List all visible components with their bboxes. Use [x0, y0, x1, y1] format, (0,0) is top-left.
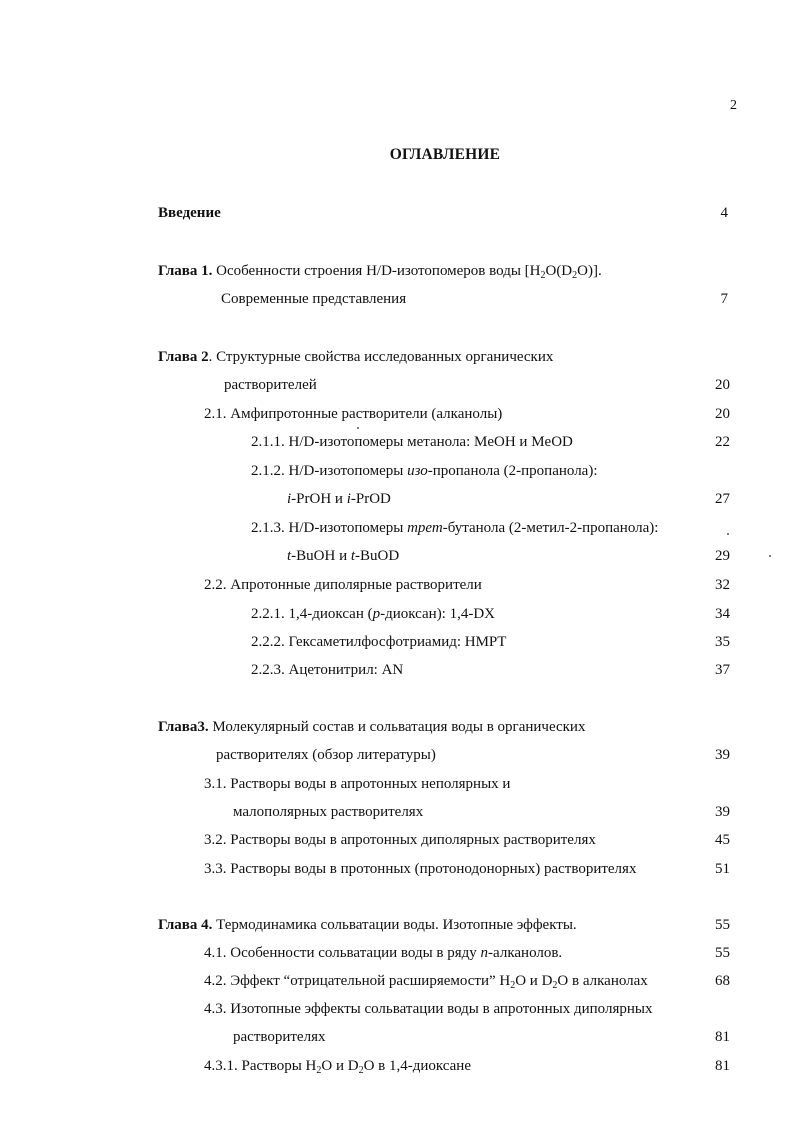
toc-entry-2-2-2: 2.2.2. Гексаметилфосфотриамид: HMPT — [251, 634, 507, 650]
entry-text: 2.1.3. H/D-изотопомеры — [251, 520, 408, 536]
chapter-4-heading: Глава 4. — [158, 917, 213, 933]
scan-speck — [727, 533, 729, 535]
toc-entry-2-1-2 — [251, 461, 598, 481]
chapter-1-heading: Глава 1. — [158, 263, 213, 279]
toc-page-3-2: 45 — [715, 832, 730, 848]
entry-text-italic: трет — [407, 520, 443, 536]
subscript: 2 — [358, 1065, 364, 1076]
chapter-3-title: Молекулярный состав и сольватация воды в органических — [208, 719, 586, 735]
entry-text-italic: i — [346, 491, 351, 507]
page-number: 2 — [730, 98, 737, 113]
toc-page-chapter-2: 20 — [715, 377, 730, 393]
toc-entry-2-1-3-cont — [287, 546, 399, 566]
toc-page-chapter-4: 55 — [715, 917, 730, 933]
toc-page-3-1: 39 — [715, 804, 730, 820]
chapter-3-heading: Глава3. — [158, 719, 209, 735]
toc-entry-chapter-4 — [158, 915, 577, 935]
toc-page-chapter-1: 7 — [720, 291, 728, 307]
toc-entry-4-3-cont: растворителях — [233, 1029, 326, 1045]
entry-text-italic: p — [372, 606, 381, 622]
entry-text: 2.2.1. 1,4-диоксан ( — [251, 606, 373, 622]
toc-page-4-2: 68 — [715, 973, 730, 989]
entry-text: 4.2. Эффект “отрицательной расширяемости” H — [204, 973, 511, 989]
toc-page-2-1: 20 — [715, 406, 730, 422]
toc-entry-chapter-2-cont: растворителей — [224, 377, 317, 393]
toc-entry-3-3: 3.3. Растворы воды в протонных (протонодонорных) растворителях — [204, 861, 637, 877]
entry-text: -алканолов. — [488, 945, 563, 961]
toc-entry-chapter-1 — [158, 261, 602, 281]
toc-page-2-1-3: 29 — [715, 548, 730, 564]
toc-page-4-3: 81 — [715, 1029, 730, 1045]
entry-text: 2.1.2. H/D-изотопомеры — [251, 463, 408, 479]
toc-entry-2-1: 2.1. Амфипротонные растворители (алканолы) — [204, 406, 503, 422]
toc-entry-chapter-3-cont: растворителях (обзор литературы) — [216, 747, 436, 763]
toc-entry-2-1-1: 2.1.1. H/D-изотопомеры метанола: MeOH и MeOD — [251, 434, 573, 450]
entry-text-italic: t — [350, 548, 356, 564]
toc-entry-4-1 — [204, 943, 562, 963]
toc-page-2-1-1: 22 — [715, 434, 730, 450]
toc-page-4-3-1: 81 — [715, 1058, 730, 1074]
toc-entry-4-3: 4.3. Изотопные эффекты сольватации воды в апротонных диполярных — [204, 1001, 653, 1017]
subscript: 2 — [540, 270, 546, 281]
toc-title: ОГЛАВЛЕНИЕ — [389, 146, 501, 163]
toc-entry-4-3-1 — [204, 1056, 471, 1076]
toc-page-4-1: 55 — [715, 945, 730, 961]
toc-page-2-2-3: 37 — [715, 662, 730, 678]
entry-text: 4.1. Особенности сольватации воды в ряду — [204, 945, 481, 961]
entry-text-italic: t — [287, 548, 292, 564]
entry-text-italic: изо — [407, 463, 428, 479]
entry-text: -BuOD — [355, 548, 400, 564]
toc-page-2-1-2: 27 — [715, 491, 730, 507]
chapter-2-title: . Структурные свойства исследованных органических — [208, 349, 554, 365]
entry-text-italic: i — [287, 491, 292, 507]
toc-entry-3-1-cont: малополярных растворителях — [233, 804, 424, 820]
entry-text: -бутанола (2-метил-2-пропанола): — [442, 520, 659, 536]
entry-text: 4.3.1. Растворы H — [204, 1058, 317, 1074]
entry-text: -диоксан): 1,4-DX — [380, 606, 496, 622]
toc-entry-chapter-2 — [158, 347, 553, 367]
toc-entry-chapter-1-cont: Современные представления — [221, 291, 407, 307]
chapter-1-title-part: O(D — [545, 263, 573, 279]
toc-entry-intro: Введение — [158, 205, 221, 221]
entry-text: O и D — [515, 973, 553, 989]
subscript: 2 — [572, 270, 578, 281]
toc-entry-3-2: 3.2. Растворы воды в апротонных диполярных растворителях — [204, 832, 596, 848]
toc-entry-2-2-3: 2.2.3. Ацетонитрил: AN — [251, 662, 404, 678]
toc-page-2-2: 32 — [715, 577, 730, 593]
entry-text-italic: n — [480, 945, 489, 961]
toc-entry-2-1-3 — [251, 518, 658, 538]
entry-text: -пропанола (2-пропанола): — [427, 463, 598, 479]
scan-speck — [357, 427, 359, 429]
subscript: 2 — [552, 980, 558, 991]
chapter-1-title: Особенности строения H/D-изотопомеров воды [H — [212, 263, 541, 279]
toc-entry-4-2 — [204, 971, 648, 991]
subscript: 2 — [510, 980, 516, 991]
toc-entry-2-2: 2.2. Апротонные диполярные растворители — [204, 577, 482, 593]
toc-entry-2-1-2-cont — [287, 489, 391, 509]
chapter-2-heading: Глава 2 — [158, 349, 209, 365]
entry-text: O в 1,4-диоксане — [363, 1058, 471, 1074]
toc-entry-chapter-3 — [158, 717, 585, 737]
entry-text: -PrOH и — [291, 491, 347, 507]
toc-page-chapter-3: 39 — [715, 747, 730, 763]
toc-entry-2-2-1 — [251, 604, 495, 624]
toc-page-intro: 4 — [720, 205, 728, 221]
entry-text: O и D — [321, 1058, 359, 1074]
toc-entry-3-1: 3.1. Растворы воды в апротонных неполярных и — [204, 776, 511, 792]
entry-text: O в алканолах — [557, 973, 648, 989]
chapter-4-title: Термодинамика сольватации воды. Изотопные эффекты. — [212, 917, 577, 933]
toc-page-2-2-2: 35 — [715, 634, 730, 650]
entry-text: -BuOH и — [291, 548, 351, 564]
scan-speck — [769, 555, 771, 557]
subscript: 2 — [316, 1065, 322, 1076]
toc-page-2-2-1: 34 — [715, 606, 730, 622]
entry-text: -PrOD — [350, 491, 391, 507]
chapter-1-title-part: O)]. — [577, 263, 602, 279]
toc-page-3-3: 51 — [715, 861, 730, 877]
